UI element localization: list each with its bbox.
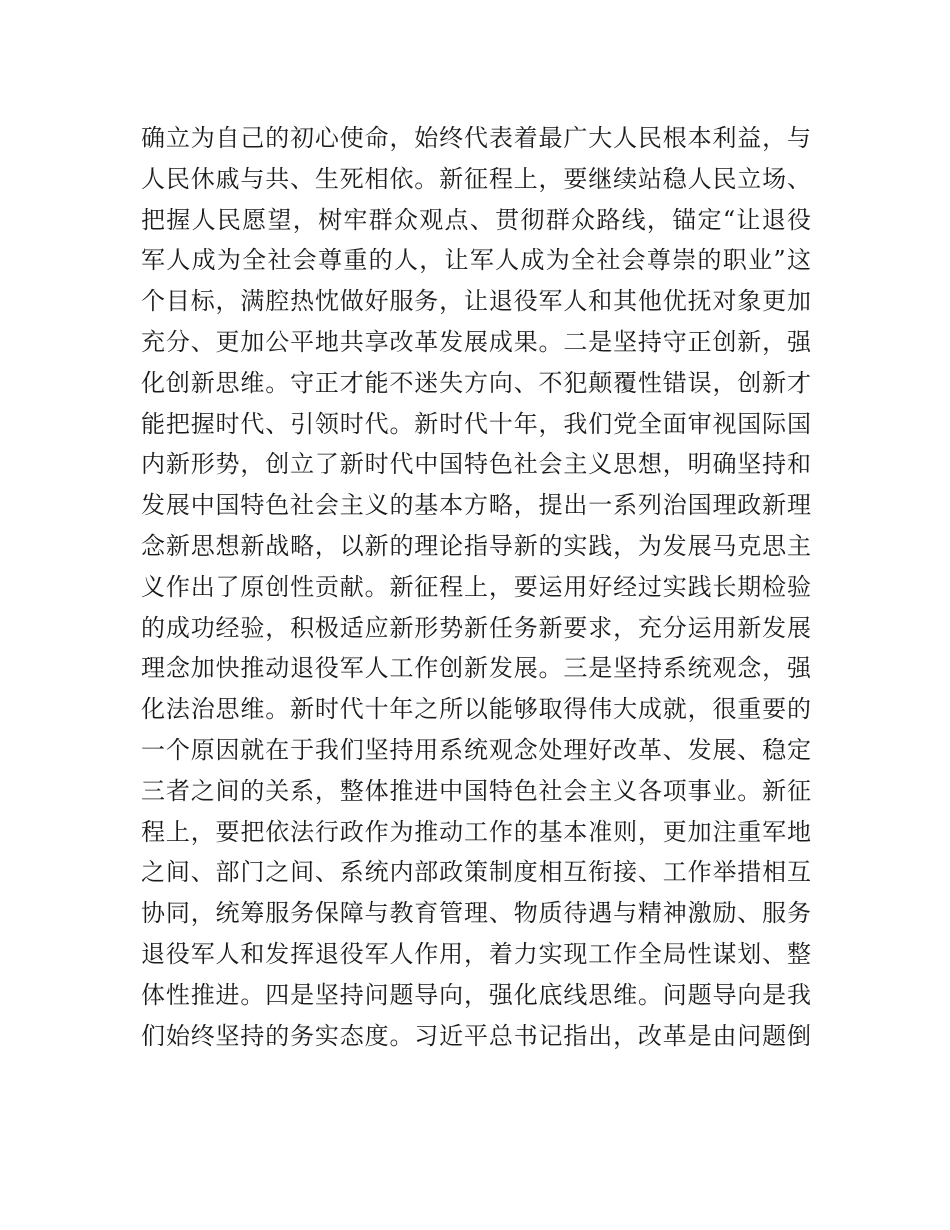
text-line: 义作出了原创性贡献。新征程上，要运用好经过实践长期检验 [141,572,811,601]
text-line: 退役军人和发挥退役军人作用，着力实现工作全局性谋划、整 [141,939,811,968]
text-line: 三者之间的关系，整体推进中国特色社会主义各项事业。新征 [141,776,811,805]
text-line: 把握人民愿望，树牢群众观点、贯彻群众路线，锚定“让退役 [141,205,811,234]
text-line: 人民休戚与共、生死相依。新征程上，要继续站稳人民立场、 [141,164,811,193]
text-line: 念新思想新战略，以新的理论指导新的实践，为发展马克思主 [141,531,811,560]
text-line: 们始终坚持的务实态度。习近平总书记指出，改革是由问题倒 [141,1021,811,1050]
text-line: 程上，要把依法行政作为推动工作的基本准则，更加注重军地 [141,817,811,846]
text-line: 之间、部门之间、系统内部政策制度相互衔接、工作举措相互 [141,858,811,887]
text-line: 发展中国特色社会主义的基本方略，提出一系列治国理政新理 [141,491,811,520]
text-line: 化创新思维。守正才能不迷失方向、不犯颠覆性错误，创新才 [141,368,811,397]
text-line: 协同，统筹服务保障与教育管理、物质待遇与精神激励、服务 [141,899,811,928]
text-line: 充分、更加公平地共享改革发展成果。二是坚持守正创新，强 [141,327,811,356]
body-text [141,118,811,1056]
text-line: 理念加快推动退役军人工作创新发展。三是坚持系统观念，强 [141,654,811,683]
text-line: 一个原因就在于我们坚持用系统观念处理好改革、发展、稳定 [141,735,811,764]
text-line: 化法治思维。新时代十年之所以能够取得伟大成就，很重要的 [141,695,811,724]
text-line: 能把握时代、引领时代。新时代十年，我们党全面审视国际国 [141,409,811,438]
text-line: 确立为自己的初心使命，始终代表着最广大人民根本利益，与 [141,124,811,152]
text-line: 体性推进。四是坚持问题导向，强化底线思维。问题导向是我 [141,980,811,1009]
text-line: 军人成为全社会尊重的人，让军人成为全社会尊崇的职业”这 [141,246,811,275]
text-line: 内新形势，创立了新时代中国特色社会主义思想，明确坚持和 [141,450,811,479]
text-line: 的成功经验，积极适应新形势新任务新要求，充分运用新发展 [141,613,811,642]
text-line: 个目标，满腔热忱做好服务，让退役军人和其他优抚对象更加 [141,287,811,316]
